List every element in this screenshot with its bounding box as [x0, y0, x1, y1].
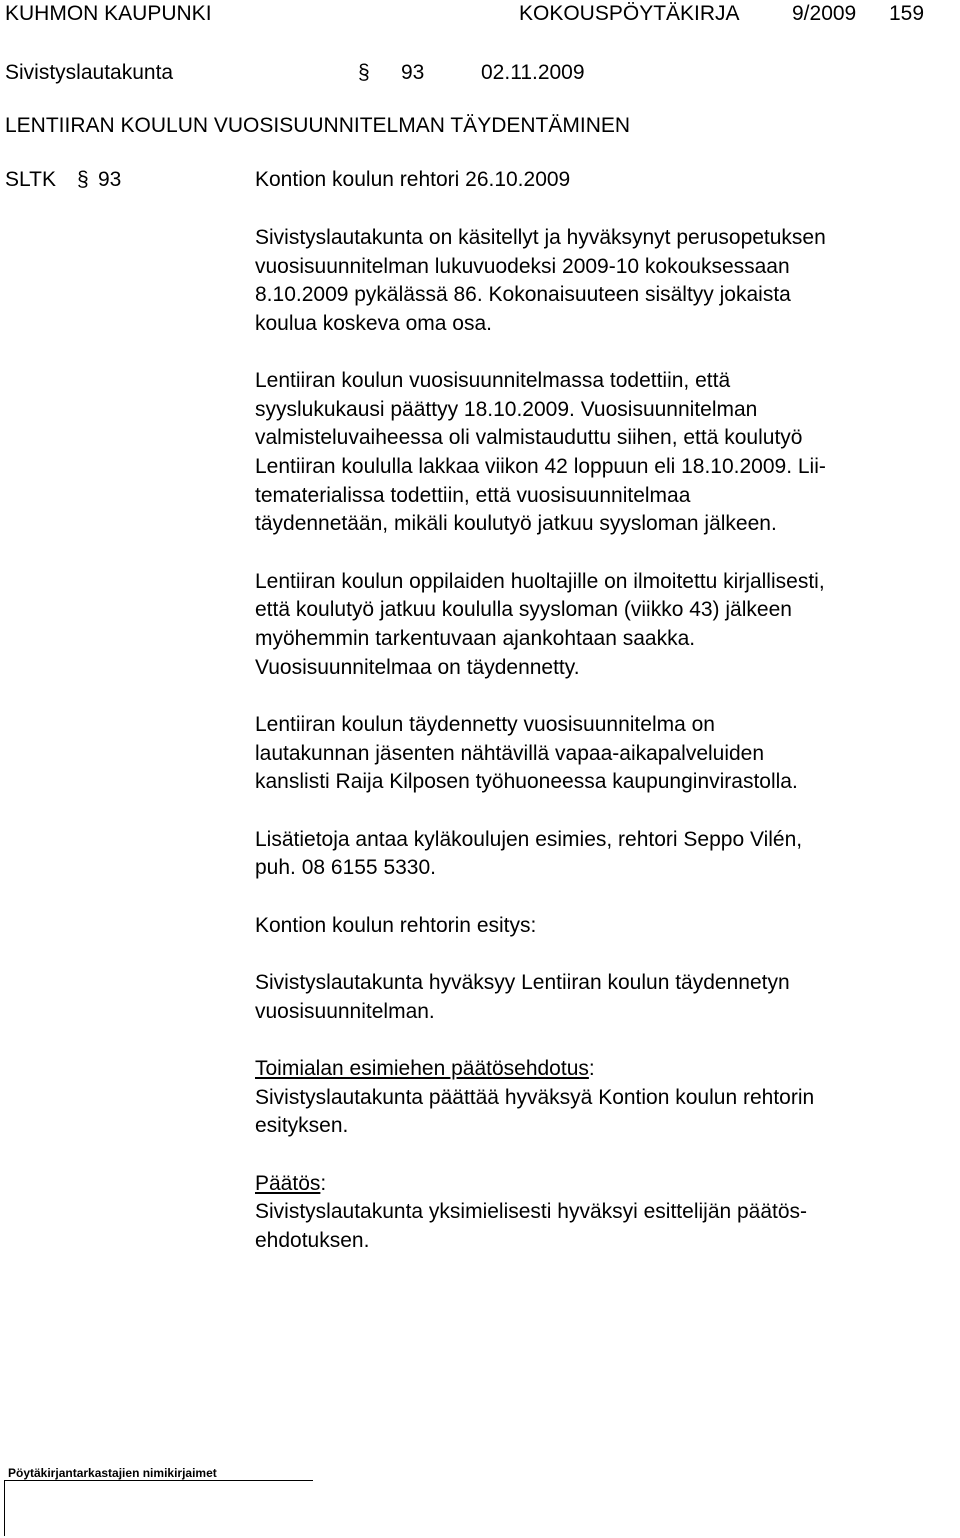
meeting-date: 02.11.2009 [481, 61, 585, 84]
doc-title: KOKOUSPÖYTÄKIRJA [519, 2, 740, 25]
body-text-line: syyslukukausi päättyy 18.10.2009. Vuosisuunnitelman [255, 398, 758, 421]
body-text-line: täydennetään, mikäli koulutyö jatkuu syysloman jälkeen. [255, 512, 777, 535]
body-text-line: ehdotuksen. [255, 1229, 370, 1252]
proposal-colon: : [588, 1057, 595, 1080]
body-text-line: Lentiiran koululla lakkaa viikon 42 loppuun eli 18.10.2009. Lii- [255, 455, 826, 478]
body-text-line: Lentiiran koulun oppilaiden huoltajille on ilmoitettu kirjallisesti, [255, 570, 825, 593]
signature-rule [4, 1480, 313, 1481]
body-text-line: Lentiiran koulun vuosisuunnitelmassa todettiin, että [255, 369, 731, 392]
body-text-line: puh. 08 6155 5330. [255, 856, 437, 879]
body-text-line: Kontion koulun rehtori 26.10.2009 [255, 168, 571, 191]
body-text-line: että koulutyö jatkuu koululla syysloman (viikko 43) jälkeen [255, 598, 792, 621]
body-text-line: Sivistyslautakunta yksimielisesti hyväksyi esittelijän päätös- [255, 1200, 808, 1223]
body-text-line: vuosisuunnitelman. [255, 1000, 435, 1023]
signature-box-edge [4, 1480, 5, 1536]
page-number: 159 [889, 2, 925, 25]
body-text-line: Lentiiran koulun täydennetty vuosisuunnitelma on [255, 713, 715, 736]
body-text-line: koulua koskeva oma osa. [255, 312, 492, 335]
ref-section-sign: § [77, 168, 89, 191]
body-text-line: valmisteluvaiheessa oli valmistauduttu siihen, että koulutyö [255, 426, 803, 449]
body-text-line: tematerialissa todettiin, että vuosisuunnitelmaa [255, 484, 691, 507]
topic-title: LENTIIRAN KOULUN VUOSISUUNNITELMAN TÄYDENTÄMINEN [5, 114, 631, 137]
proposal-heading [255, 1055, 595, 1084]
body-text-line: Sivistyslautakunta päättää hyväksyä Kontion koulun rehtorin [255, 1086, 815, 1109]
org-name: KUHMON KAUPUNKI [5, 2, 212, 25]
ref-code: SLTK [5, 168, 56, 191]
ref-section-number: 93 [98, 168, 122, 191]
body-text-line: Vuosisuunnitelmaa on täydennetty. [255, 656, 580, 679]
body-text-line: Lisätietoja antaa kyläkoulujen esimies, rehtori Seppo Vilén, [255, 828, 803, 851]
body-text-line: vuosisuunnitelman lukuvuodeksi 2009-10 kokouksessaan [255, 255, 790, 278]
doc-number: 9/2009 [792, 2, 857, 25]
body-text-line: kanslisti Raija Kilposen työhuoneessa kaupunginvirastolla. [255, 770, 798, 793]
proposal-label: Toimialan esimiehen päätösehdotus [255, 1057, 589, 1080]
body-text-line: lautakunnan jäsenten nähtävillä vapaa-aikapalveluiden [255, 742, 765, 765]
body-text-line: Sivistyslautakunta hyväksyy Lentiiran koulun täydennetyn [255, 971, 790, 994]
signature-label: Pöytäkirjantarkastajien nimikirjaimet [8, 1466, 217, 1480]
body-text-line: esityksen. [255, 1114, 349, 1137]
decision-label: Päätös [255, 1172, 321, 1195]
decision-heading [255, 1170, 326, 1199]
section-number: 93 [401, 61, 425, 84]
body-text-line: Sivistyslautakunta on käsitellyt ja hyväksynyt perusopetuksen [255, 226, 826, 249]
board-name: Sivistyslautakunta [5, 61, 174, 84]
body-text-line: Kontion koulun rehtorin esitys: [255, 914, 537, 937]
body-text-line: 8.10.2009 pykälässä 86. Kokonaisuuteen sisältyy jokaista [255, 283, 791, 306]
section-sign: § [358, 61, 370, 84]
body-text-line: myöhemmin tarkentuvaan ajankohtaan saakka. [255, 627, 696, 650]
decision-colon: : [320, 1172, 327, 1195]
